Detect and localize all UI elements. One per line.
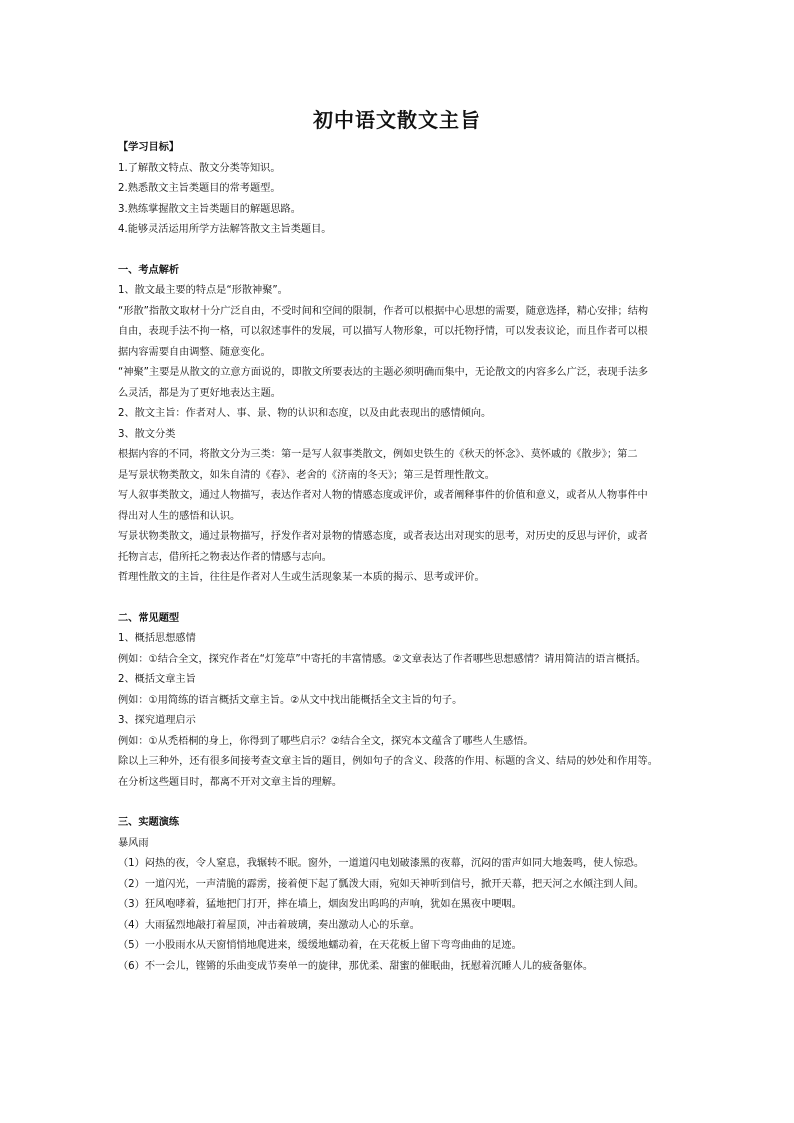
document-body <box>118 138 678 977</box>
section-heading-question-types: 二、常见题型 <box>118 612 180 624</box>
text-line: 2、散文主旨：作者对人、事、景、物的认识和态度，以及由此表现出的感情倾向。 <box>118 408 492 419</box>
text-line: 1、散文最主要的特点是“形散神聚”。 <box>118 285 288 296</box>
text-line: 据内容需要自由调整、随意变化。 <box>118 346 271 358</box>
text-line: 3.熟练掌握散文主旨类题目的解题思路。 <box>118 203 301 215</box>
text-line: “神聚”主要是从散文的立意方面说的，即散文所要表达的主题必须明确而集中，无论散文的内容多么广泛，表现手法多 <box>118 367 649 378</box>
text-line: 哲理性散文的主旨，往往是作者对人生或生活现象某一本质的揭示、思考或评价。 <box>118 572 485 583</box>
text-line: 写人叙事类散文，通过人物描写，表达作者对人物的情感态度或评价，或者阐释事件的价值和意义，或者从人物事件中 <box>118 490 648 501</box>
section-heading-analysis: 一、考点解析 <box>118 264 180 276</box>
text-line: （4）大雨猛烈地敲打着屋顶，冲击着玻璃，奏出激动人心的乐章。 <box>118 919 420 931</box>
text-line: 根据内容的不同，将散文分为三类：第一是写人叙事类散文，例如史铁生的《秋天的怀念》、莫怀戚的《散步》；第二 <box>118 449 638 460</box>
question-types-paragraphs <box>118 629 678 793</box>
text-line: 自由，表现手法不拘一格，可以叙述事件的发展，可以描写人物形象，可以托物抒情，可以发表议论，而且作者可以根 <box>118 326 648 337</box>
text-line: 托物言志，借所托之物表达作者的情感与志向。 <box>118 551 332 563</box>
text-line: 暴风雨 <box>118 837 149 849</box>
text-line: （2）一道闪光，一声清脆的霹雳，接着便下起了瓢泼大雨，宛如天神听到信号，掀开天幕，把天河之水倾注到人间。 <box>118 878 645 890</box>
analysis-paragraphs <box>118 281 678 589</box>
text-line: 3、散文分类 <box>118 428 176 440</box>
text-line: “形散”指散文取材十分广泛自由，不受时间和空间的限制，作者可以根据中心思想的需要，随意选择，精心安排；结构 <box>118 305 649 317</box>
section-heading-practice: 三、实题演练 <box>118 817 180 828</box>
text-line: 么灵活，都是为了更好地表达主题。 <box>118 387 281 399</box>
text-line: 1.了解散文特点、散文分类等知识。 <box>118 162 281 174</box>
text-line: 写景状物类散文，通过景物描写，抒发作者对景物的情感态度，或者表达出对现实的思考，对历史的反思与评价，或者 <box>118 531 648 542</box>
objectives-heading: 【学习目标】 <box>118 142 180 153</box>
text-line: 4.能够灵活运用所学方法解答散文主旨类题目。 <box>118 224 332 235</box>
page-title: 初中语文散文主旨 <box>313 108 481 132</box>
text-line: 例如：①结合全文，探究作者在“灯笼草”中寄托的丰富情感。②文章表达了作者哪些思想感情？请用简洁的语言概括。 <box>118 653 647 665</box>
text-line: （5）一小股雨水从天窗悄悄地爬进来，缓缓地蠕动着，在天花板上留下弯弯曲曲的足迹。 <box>118 940 522 951</box>
text-line: 是写景状物类散文，如朱自清的《春》、老舍的《济南的冬天》；第三是哲理性散文。 <box>118 469 495 481</box>
text-line: 2、概括文章主旨 <box>118 674 196 685</box>
text-line: 除以上三种外，还有很多间接考查文章主旨的题目，例如句子的含义、段落的作用、标题的含义、结局的妙处和作用等。 <box>118 756 658 767</box>
practice-paragraphs <box>118 834 678 978</box>
text-line: 例如：①从禿梧桐的身上，你得到了哪些启示？②结合全文，探究本文蕴含了哪些人生感悟。 <box>118 735 534 747</box>
text-line: （1）闷热的夜，令人窒息，我辗转不眠。窗外，一道道闪电划破漆黑的夜幕，沉闷的雷声如同大地轰鸣，使人惊恐。 <box>118 858 645 869</box>
text-line: 例如：①用简练的语言概括文章主旨。②从文中找出能概括全文主旨的句子。 <box>118 694 463 706</box>
text-line: （3）狂风咆哮着，猛地把门打开，摔在墙上，烟囱发出呜呜的声响，犹如在黑夜中哽咽。 <box>118 899 522 910</box>
text-line: 3、探究道理启示 <box>118 715 196 726</box>
text-line: 在分析这些题目时，都离不开对文章主旨的理解。 <box>118 776 343 788</box>
text-line: 得出对人生的感悟和认识。 <box>118 510 241 522</box>
text-line: 2.熟悉散文主旨类题目的常考题型。 <box>118 183 281 194</box>
text-line: 1、概括思想感情 <box>118 633 196 644</box>
text-line: （6）不一会儿，铿锵的乐曲变成节奏单一的旋律，那优柔、甜蜜的催眠曲，抚慰着沉睡人儿的疲备躯体。 <box>118 960 594 972</box>
objectives-list <box>118 159 678 241</box>
